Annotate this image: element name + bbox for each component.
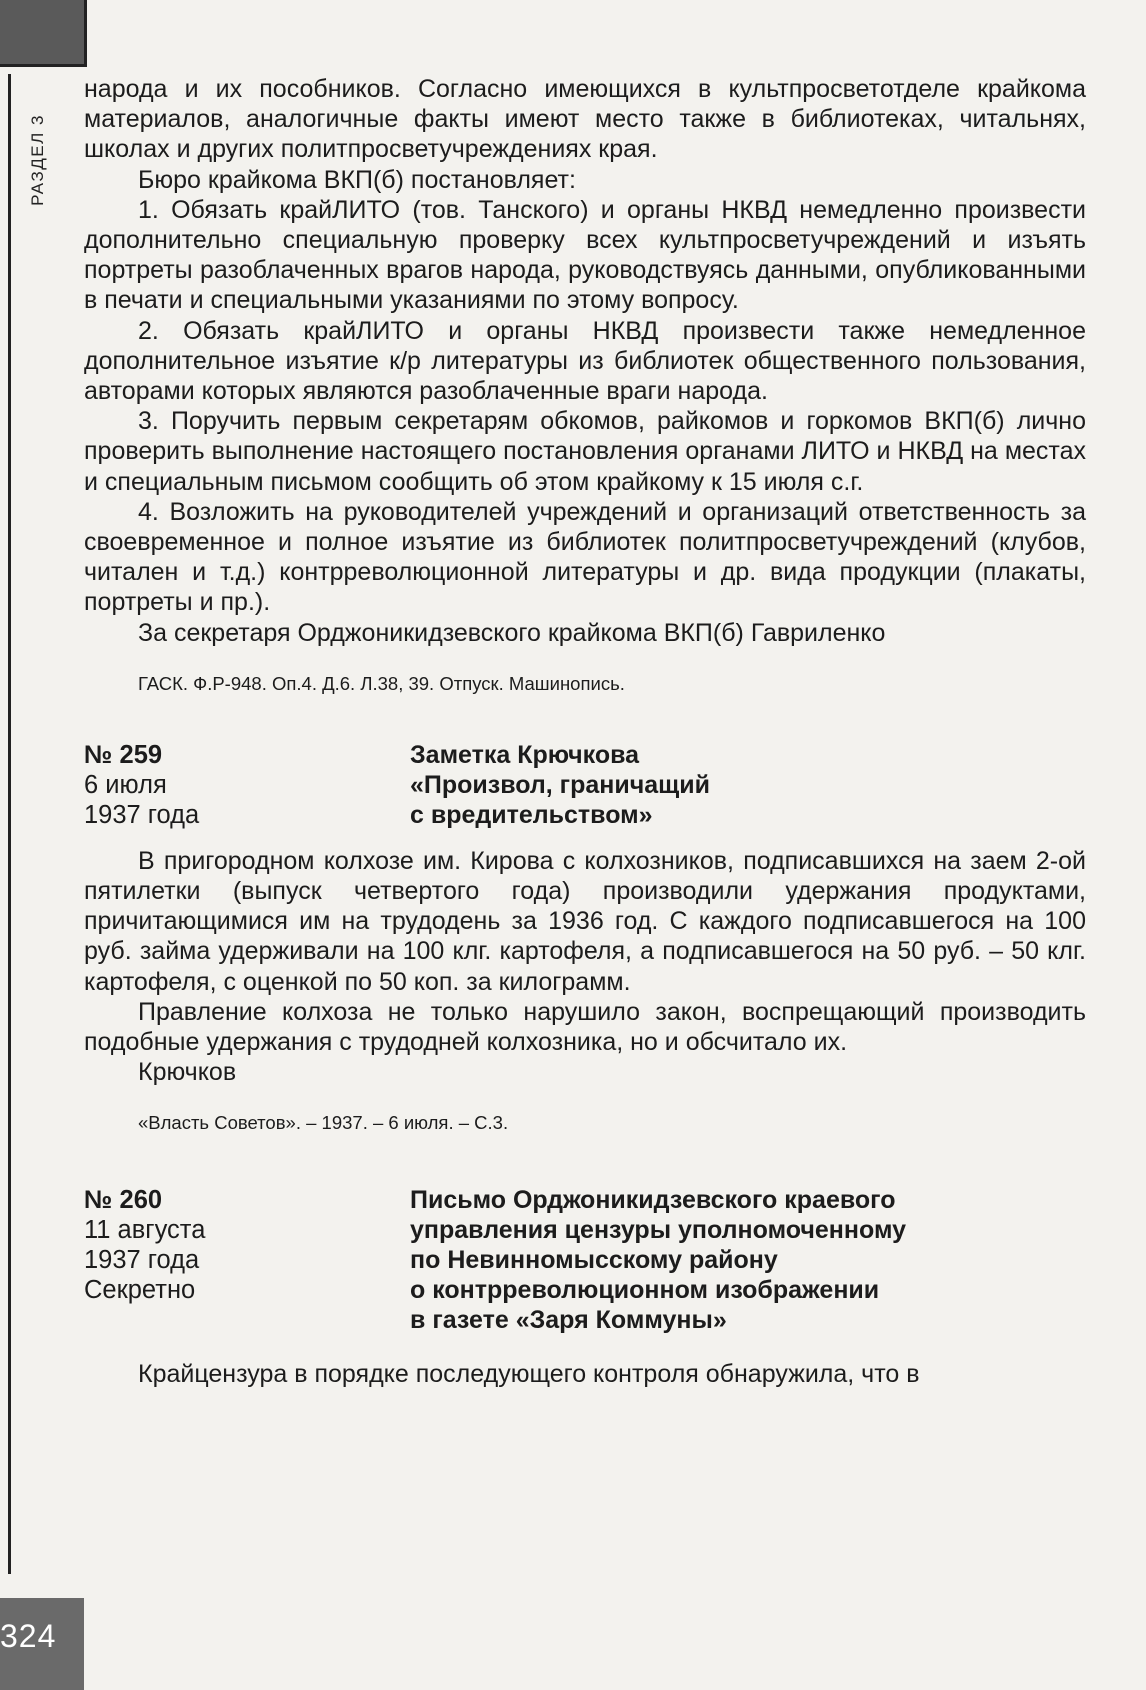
signature: Крючков bbox=[138, 1058, 237, 1087]
document-date: 11 августа bbox=[84, 1216, 206, 1245]
page-number-box bbox=[0, 1598, 84, 1690]
paragraph: 2. Обязать крайЛИТО и органы НКВД произвести также немедленное дополнительное изъятие к/р литературы из библиотек общественного пользования, авторами которых являются разоблаченные враги народа. bbox=[84, 316, 1086, 406]
paragraph: 4. Возложить на руководителей учреждений и организаций ответственность за своевременное и полное изъятие из библиотек политпросветучреждений (клубов, читален и т.д.) контрреволюционной литературы и др. вида продукции (плакаты, портреты и пр.). bbox=[84, 497, 1086, 617]
document-year: 1937 года bbox=[84, 1246, 200, 1275]
paragraph: Правление колхоза не только нарушило закон, воспрещающий производить подобные удержания с трудодней колхозника, но и обсчитало их. bbox=[84, 997, 1086, 1057]
document-title: Заметка Крючкова «Произвол, граничащий с вредительством» bbox=[410, 740, 710, 829]
document-year: 1937 года bbox=[84, 800, 200, 829]
document-header-260 bbox=[84, 1185, 1086, 1335]
document-header-259 bbox=[84, 740, 1086, 830]
document-date: 6 июля bbox=[84, 770, 167, 799]
document-number: № 260 bbox=[84, 1186, 163, 1215]
paragraph: 1. Обязать крайЛИТО (тов. Танского) и органы НКВД немедленно произвести дополнительно специальную проверку всех культпросветучреждений и изъять портреты разоблаченных врагов народа, руководствуясь данными, опубликованными в печати и специальными указаниями по этому вопросу. bbox=[84, 195, 1086, 315]
archive-source: ГАСК. Ф.Р-948. Оп.4. Д.6. Л.38, 39. Отпуск. Машинопись. bbox=[138, 672, 625, 694]
section-label bbox=[18, 90, 58, 230]
document-number: № 259 bbox=[84, 740, 163, 769]
document-title: Письмо Орджоникидзевского краевого управления цензуры уполномоченному по Невинномысскому району о контрреволюционном изображении в газете «Заря Коммуны» bbox=[410, 1186, 907, 1335]
main-text bbox=[84, 74, 1086, 1390]
paragraph: Бюро крайкома ВКП(б) постановляет: bbox=[138, 165, 576, 194]
paragraph: В пригородном колхозе им. Кирова с колхозников, подписавшихся на заем 2-ой пятилетки (выпуск четвертого года) производили удержания продуктами, причитающимися им на трудодень за 1936 год. С каждого подписавшегося на 100 руб. займа удерживали на 100 клг. картофеля, а подписавшегося на 50 руб. – 50 клг. картофеля, с оценкой по 50 коп. за килограмм. bbox=[84, 846, 1086, 996]
paragraph: народа и их пособников. Согласно имеющихся в культпросветотделе крайкома материалов, аналогичные факты имеют место также в библиотеках, читальнях, школах и других политпросветучреждениях края. bbox=[84, 75, 1086, 164]
section-label-text: РАЗДЕЛ 3 bbox=[28, 114, 47, 206]
signature: За секретаря Орджоникидзевского крайкома ВКП(б) Гавриленко bbox=[138, 618, 886, 647]
paragraph: Крайцензура в порядке последующего контроля обнаружила, что в bbox=[138, 1360, 920, 1389]
page-number: 324 bbox=[0, 1618, 57, 1654]
paragraph: 3. Поручить первым секретарям обкомов, райкомов и горкомов ВКП(б) лично проверить выполнение настоящего постановления органами ЛИТО и НКВД на местах и специальным письмом сообщить об этом крайкому к 15 июля с.г. bbox=[84, 407, 1086, 496]
classification: Секретно bbox=[84, 1276, 196, 1305]
side-border bbox=[0, 74, 11, 1574]
corner-block bbox=[0, 0, 87, 67]
newspaper-source: «Власть Советов». – 1937. – 6 июля. – С.3. bbox=[138, 1112, 509, 1134]
